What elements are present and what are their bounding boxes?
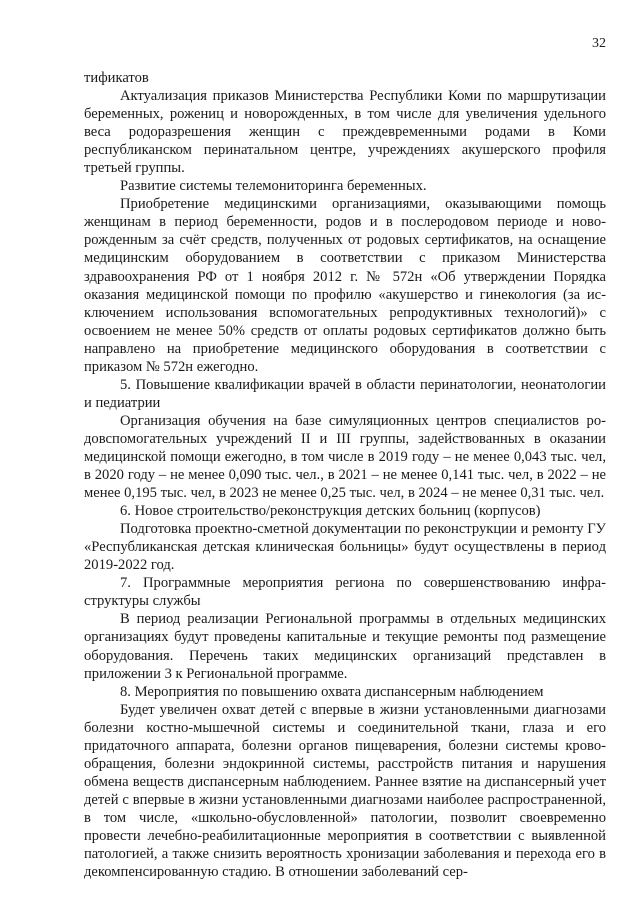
paragraph-dispensary-coverage: Будет увеличен охват детей с впервые в жизни установленными диагнозами болезни костно-мышечной системы и соединительной ткани, глаза и его придаточного аппарата, болезни органов пищеварения, болезни системы кровообращения, болезни эндокринной системы, расстройств питания и нарушения обмена веществ диспансерным наблюдением. Раннее взятие на диспансерный учет детей с впервые в жизни установленными диагнозами наиболее распространенной, в том числе, «школьно-обусловленной» патологии, позволит своевременно провести лечебно-реабилитационные мероприятия в соответствии с выявленной патологией, а также снизить вероятность хронизации заболевания и перехода его в декомпенсированную стадию. В отношении заболеваний сер-	[84, 701, 606, 881]
paragraph-routing-orders: Актуализация приказов Министерства Республики Коми по маршрутизации беременных, рожениц и новорожденных, в том числе для увеличения удельного веса родоразрешения женщин с преждевременными родами в Коми республиканском перинатальном центре, учреждениях акушерского профиля третьей группы.	[84, 88, 606, 177]
section-heading-8: 8. Мероприятия по повышению охвата диспансерным наблюдением	[120, 683, 544, 700]
paragraph-equipment-purchase: Приобретение медицинскими организациями, оказывающими помощь женщинам в период беременности, родов и в послеродовом периоде и новорожденным за счёт средств, полученных от родовых сертификатов, на оснащение медицинским оборудованием в соответствии с приказом Министерства здравоохранения РФ от 1 ноября 2012 г. № 572н «Об утверждении Порядка оказания медицинской помощи по профилю «акушерство и гинекология (за исключением использования вспомогательных репродуктивных технологий)» с освоением не менее 50% средств от оплаты родовых сертификатов должно быть направлено на приобретение медицинского оборудования в соответствии с приказом № 572н ежегодно.	[84, 196, 606, 375]
paragraph-training: Организация обучения на базе симуляционных центров специалистов родовспомогательных учреждений II и III группы, задействованных в оказании медицинской помощи ежегодно, в том числе в 2019 году – не менее 0,043 тыс. чел, в 2020 году – не менее 0,090 тыс. чел., в 2021 – не менее 0,141 тыс. чел, в 2022 – не менее 0,195 тыс. чел, в 2023 не менее 0,25 тыс. чел, в 2024 – не менее 0,31 тыс. чел.	[84, 412, 606, 502]
body-text	[84, 69, 606, 881]
paragraph-telemonitoring: Развитие системы телемониторинга беременных.	[120, 178, 427, 195]
paragraph-design-documentation: Подготовка проектно-сметной документации по реконструкции и ремонту ГУ «Республиканская детская клиническая больницы» будут осуществлены в период 2019-2022 год.	[84, 521, 606, 574]
section-heading-6: 6. Новое строительство/реконструкция детских больниц (корпусов)	[120, 503, 541, 520]
page-number: 32	[592, 36, 606, 51]
paragraph-repairs: В период реализации Региональной программы в отдельных медицинских организациях будут проведены капитальные и текущие ремонты под размещение оборудования. Перечень таких медицинских организаций представлен в приложении 3 к Региональной программе.	[84, 611, 606, 682]
section-heading-7: 7. Программные мероприятия региона по совершенствованию инфраструктуры службы	[84, 575, 606, 610]
paragraph-continuation: тификатов	[84, 70, 149, 86]
section-heading-5: 5. Повышение квалификации врачей в области перинатологии, неонатологии и педиатрии	[84, 376, 606, 411]
